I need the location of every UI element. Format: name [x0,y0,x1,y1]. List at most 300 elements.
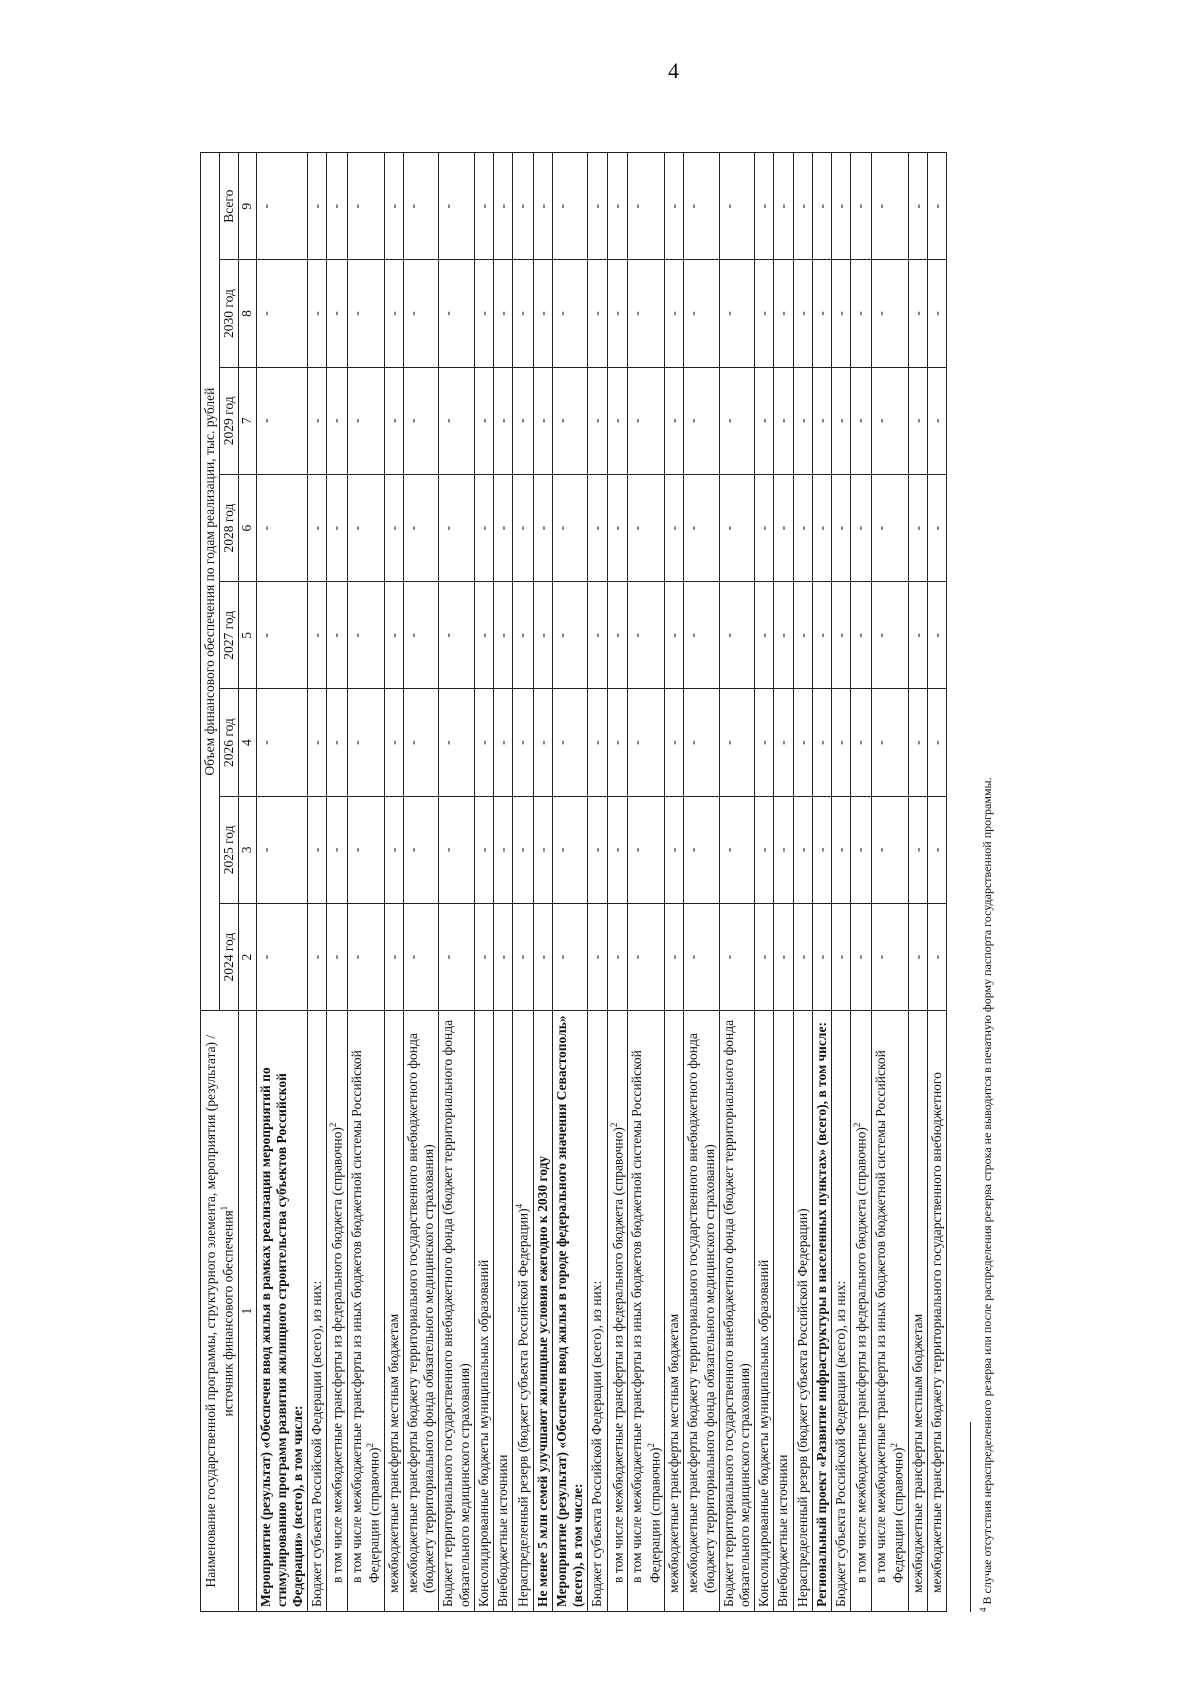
row-label [308,1011,327,1612]
row-label-text: межбюджетные трансферты местным бюджетам [909,1313,925,1593]
footnote: $^4$ В случае отсутствия нераспределенного резерва или после распределения резерва строка не выводится в печатную форму паспорта государственной программы. [978,777,994,1612]
table-row [793,153,812,1612]
value-cell: - [256,153,308,260]
value-cell: - [684,260,719,367]
row-label-text: в том числе межбюджетные трансферты из иных бюджетов бюджетной системы Российской Федерации (справочно) [629,1050,662,1583]
table-row [553,153,588,1612]
table-row [494,153,513,1612]
value-cell: - [851,260,872,367]
value-cell: - [684,153,719,260]
value-cell: - [327,260,348,367]
value-cell: - [513,582,534,689]
year-header: 2024 год [220,903,239,1010]
value-cell: - [256,474,308,581]
value-cell: - [793,474,812,581]
value-cell: - [908,474,927,581]
value-cell: - [384,796,403,903]
footnote-divider [970,1422,971,1612]
value-cell: - [588,582,607,689]
value-cell: - [348,153,385,260]
value-cell: - [327,689,348,796]
row-label [533,1011,552,1612]
name-column-header: Наименование государственной программы, структурного элемента, мероприятия (результата) / источник финансового обеспечения$^1$ [201,1011,239,1612]
value-cell: - [755,260,774,367]
value-cell: - [513,474,534,581]
value-cell: - [851,796,872,903]
value-cell: - [474,689,493,796]
value-cell: - [439,153,474,260]
row-label-text: Мероприятие (результат) «Обеспечен ввод жилья в городе федерального значения Севастополь» (всего), в том числе: [554,1015,586,1607]
value-cell: - [553,153,588,260]
value-cell: - [607,903,628,1010]
value-cell: - [513,689,534,796]
value-cell: - [308,903,327,1010]
row-label-text: Не менее 5 млн семей улучшают жилищные условия ежегодно к 2030 году [534,1155,550,1607]
column-number: 3 [239,796,256,903]
value-cell: - [513,367,534,474]
value-cell: - [348,796,385,903]
value-cell: - [927,796,946,903]
value-cell: - [327,582,348,689]
value-cell: - [474,260,493,367]
value-cell: - [871,474,908,581]
value-cell: - [607,260,628,367]
value-cell: - [927,153,946,260]
value-cell: - [684,689,719,796]
value-cell: - [404,689,439,796]
value-cell: - [774,260,793,367]
value-cell: - [439,689,474,796]
value-cell: - [908,582,927,689]
value-cell: - [533,689,552,796]
value-cell: - [607,582,628,689]
value-cell: - [553,474,588,581]
value-cell: - [494,260,513,367]
value-cell: - [793,582,812,689]
table-row [684,153,719,1612]
value-cell: - [851,689,872,796]
row-label-text: Бюджет субъекта Российской Федерации (всего), из них: [832,1280,848,1607]
value-cell: - [588,796,607,903]
value-cell: - [404,260,439,367]
value-cell: - [439,367,474,474]
value-cell: - [871,582,908,689]
value-cell: - [665,796,684,903]
footnote-ref: 2 [645,1442,656,1448]
value-cell: - [755,474,774,581]
value-cell: - [533,474,552,581]
value-cell: - [851,582,872,689]
value-cell: - [404,474,439,581]
value-cell: - [719,153,754,260]
year-header: 2028 год [220,474,239,581]
value-cell: - [553,689,588,796]
value-cell: - [474,474,493,581]
value-cell: - [812,153,831,260]
value-cell: - [831,260,850,367]
value-cell: - [327,153,348,260]
row-label [384,1011,403,1612]
value-cell: - [404,582,439,689]
value-cell: - [348,903,385,1010]
table-row [628,153,665,1612]
value-cell: - [384,903,403,1010]
column-number: 1 [239,1011,256,1612]
value-cell: - [474,153,493,260]
row-label-text: Бюджет территориального государственного внебюджетного фонда (бюджет территориального фонда обязательного медицинского страхования) [720,1019,752,1607]
value-cell: - [384,367,403,474]
value-cell: - [719,582,754,689]
column-number: 7 [239,367,256,474]
row-label [684,1011,719,1612]
value-cell: - [665,474,684,581]
table-row [607,153,628,1612]
column-number: 4 [239,689,256,796]
value-cell: - [348,367,385,474]
row-label [607,1011,628,1612]
footnote-ref: 4 [514,1203,525,1209]
value-cell: - [812,474,831,581]
value-cell: - [308,474,327,581]
value-cell: - [871,260,908,367]
value-cell: - [851,903,872,1010]
row-label-text: Бюджет субъекта Российской Федерации (всего), из них: [589,1280,605,1607]
value-cell: - [851,153,872,260]
value-cell: - [719,903,754,1010]
row-label [719,1011,754,1612]
value-cell: - [665,903,684,1010]
value-cell: - [774,474,793,581]
table-row [256,153,308,1612]
value-cell: - [628,796,665,903]
value-cell: - [927,367,946,474]
value-cell: - [404,367,439,474]
value-cell: - [684,474,719,581]
value-cell: - [831,153,850,260]
value-cell: - [871,689,908,796]
value-cell: - [588,903,607,1010]
value-cell: - [684,903,719,1010]
value-cell: - [494,367,513,474]
value-cell: - [439,260,474,367]
value-cell: - [665,260,684,367]
value-cell: - [494,903,513,1010]
value-cell: - [553,367,588,474]
value-cell: - [871,367,908,474]
value-cell: - [588,153,607,260]
row-label-text: Нераспределенный резерв (бюджет субъекта Российской Федерации) [515,1208,531,1607]
table-row [439,153,474,1612]
value-cell: - [533,260,552,367]
row-label-text: в том числе межбюджетные трансферты из федерального бюджета (справочно) [329,1127,345,1583]
value-cell: - [871,796,908,903]
value-cell: - [871,153,908,260]
value-cell: - [588,260,607,367]
value-cell: - [513,903,534,1010]
table-row [533,153,552,1612]
value-cell: - [404,903,439,1010]
value-cell: - [908,367,927,474]
row-label-text: Мероприятие (результат) «Обеспечен ввод жилья в рамках реализации мероприятий по стимулированию программ развития жилищного строительства субъектов Российской Федерации» (всего), в том числе: [257,1067,305,1607]
value-cell: - [927,582,946,689]
value-cell: - [927,689,946,796]
value-cell: - [384,260,403,367]
row-label [628,1011,665,1612]
row-label [474,1011,493,1612]
table-header [201,153,257,1612]
row-label [404,1011,439,1612]
value-cell: - [384,689,403,796]
table-row [665,153,684,1612]
row-label [908,1011,927,1612]
column-number: 5 [239,582,256,689]
table-row [812,153,831,1612]
row-label [831,1011,850,1612]
column-number: 6 [239,474,256,581]
table-row [384,153,403,1612]
value-cell: - [628,474,665,581]
value-cell: - [684,367,719,474]
value-cell: - [812,582,831,689]
row-label-text: Внебюджетные источники [775,1454,791,1607]
year-header: 2026 год [220,689,239,796]
value-cell: - [774,903,793,1010]
row-label-text: Региональный проект «Развитие инфраструктуры в населенных пунктах» (всего), в том числе: [813,1022,829,1607]
table-row [774,153,793,1612]
row-label-text: межбюджетные трансферты бюджету территориального государственного внебюджетного фонда (бюджету территориального фонда обязательного медицинского страхования) [685,1033,717,1593]
value-cell: - [348,689,385,796]
value-cell: - [256,689,308,796]
row-label-text: Консолидированные бюджеты муниципальных образований [475,1259,491,1607]
value-cell: - [628,903,665,1010]
value-cell: - [308,796,327,903]
row-label [553,1011,588,1612]
value-cell: - [684,582,719,689]
value-cell: - [665,153,684,260]
value-cell: - [628,367,665,474]
footnote-ref: 2 [852,1122,863,1128]
row-label [665,1011,684,1612]
value-cell: - [628,260,665,367]
value-cell: - [908,903,927,1010]
row-label-text: Нераспределенный резерв (бюджет субъекта Российской Федерации) [794,1208,810,1607]
row-label-text: Консолидированные бюджеты муниципальных образований [756,1259,772,1607]
row-label [588,1011,607,1612]
table-row [831,153,850,1612]
table-row [404,153,439,1612]
column-number: 9 [239,153,256,260]
value-cell: - [533,903,552,1010]
value-cell: - [684,796,719,903]
value-cell: - [908,796,927,903]
value-cell: - [755,689,774,796]
row-label [256,1011,308,1612]
value-cell: - [719,796,754,903]
value-cell: - [628,582,665,689]
table-row [755,153,774,1612]
value-cell: - [474,582,493,689]
value-cell: - [927,474,946,581]
footnote-ref: 2 [328,1122,339,1128]
table-row [927,153,946,1612]
table-row [719,153,754,1612]
table-row [327,153,348,1612]
rotated-page-content [200,152,1020,1612]
value-cell: - [513,153,534,260]
value-cell: - [256,367,308,474]
value-cell: - [831,689,850,796]
value-cell: - [308,367,327,474]
year-header: 2027 год [220,582,239,689]
year-header: 2030 год [220,260,239,367]
value-cell: - [871,903,908,1010]
value-cell: - [719,260,754,367]
row-label-text: межбюджетные трансферты местным бюджетам [666,1313,682,1593]
value-cell: - [553,796,588,903]
value-cell: - [494,796,513,903]
value-cell: - [628,153,665,260]
value-cell: - [755,796,774,903]
value-cell: - [348,260,385,367]
value-cell: - [831,474,850,581]
funding-column-header: Объем финансового обеспечения по годам реализации, тыс. рублей [201,153,220,1011]
value-cell: - [831,367,850,474]
value-cell: - [927,260,946,367]
value-cell: - [755,582,774,689]
value-cell: - [908,689,927,796]
value-cell: - [665,689,684,796]
column-number: 2 [239,903,256,1010]
value-cell: - [439,582,474,689]
table-row [908,153,927,1612]
value-cell: - [513,796,534,903]
value-cell: - [533,367,552,474]
value-cell: - [607,474,628,581]
value-cell: - [256,796,308,903]
table-body [256,153,946,1612]
value-cell: - [793,796,812,903]
value-cell: - [908,260,927,367]
value-cell: - [774,582,793,689]
row-label-text: в том числе межбюджетные трансферты из иных бюджетов бюджетной системы Российской Федерации (справочно) [872,1050,906,1583]
value-cell: - [719,474,754,581]
column-number: 8 [239,260,256,367]
value-cell: - [404,796,439,903]
value-cell: - [812,796,831,903]
row-label-text: в том числе межбюджетные трансферты из иных бюджетов бюджетной системы Российской Федерации (справочно) [349,1050,382,1583]
row-label [774,1011,793,1612]
table-row [588,153,607,1612]
value-cell: - [607,689,628,796]
table-row [348,153,385,1612]
value-cell: - [812,367,831,474]
row-label [327,1011,348,1612]
row-label-text: в том числе межбюджетные трансферты из федерального бюджета (справочно) [853,1127,869,1583]
row-label-text: Бюджет субъекта Российской Федерации (всего), из них: [309,1280,325,1607]
value-cell: - [348,474,385,581]
funding-table [200,152,947,1612]
row-label [812,1011,831,1612]
table-row [871,153,908,1612]
value-cell: - [793,903,812,1010]
footnote-ref: 2 [365,1442,376,1448]
value-cell: - [474,903,493,1010]
value-cell: - [607,367,628,474]
row-label [755,1011,774,1612]
value-cell: - [327,367,348,474]
value-cell: - [439,474,474,581]
value-cell: - [494,474,513,581]
value-cell: - [308,153,327,260]
row-label-text: Бюджет территориального государственного внебюджетного фонда (бюджет территориального фонда обязательного медицинского страхования) [440,1019,472,1607]
value-cell: - [793,260,812,367]
year-header: 2029 год [220,367,239,474]
value-cell: - [494,689,513,796]
row-label [348,1011,385,1612]
column-numbers-row [239,153,256,1612]
value-cell: - [256,582,308,689]
value-cell: - [348,582,385,689]
value-cell: - [719,367,754,474]
row-label-text: Внебюджетные источники [495,1454,510,1607]
row-label-text: межбюджетные трансферты бюджету территориального государственного внебюджетного [928,1072,944,1593]
value-cell: - [588,689,607,796]
value-cell: - [628,689,665,796]
value-cell: - [474,796,493,903]
value-cell: - [588,367,607,474]
row-label [494,1011,513,1612]
row-label [793,1011,812,1612]
value-cell: - [384,474,403,581]
value-cell: - [793,153,812,260]
value-cell: - [256,903,308,1010]
value-cell: - [474,367,493,474]
value-cell: - [774,153,793,260]
value-cell: - [607,153,628,260]
value-cell: - [755,903,774,1010]
value-cell: - [665,367,684,474]
value-cell: - [812,689,831,796]
row-label [851,1011,872,1612]
value-cell: - [553,582,588,689]
value-cell: - [553,903,588,1010]
row-label [871,1011,908,1612]
table-row [851,153,872,1612]
value-cell: - [831,903,850,1010]
value-cell: - [755,153,774,260]
value-cell: - [812,260,831,367]
value-cell: - [494,153,513,260]
value-cell: - [851,367,872,474]
value-cell: - [588,474,607,581]
value-cell: - [384,153,403,260]
value-cell: - [831,582,850,689]
value-cell: - [327,903,348,1010]
value-cell: - [665,582,684,689]
table-row [513,153,534,1612]
value-cell: - [439,796,474,903]
table-row [308,153,327,1612]
value-cell: - [533,582,552,689]
value-cell: - [404,153,439,260]
value-cell: - [513,260,534,367]
value-cell: - [308,689,327,796]
value-cell: - [812,903,831,1010]
year-header: Всего [220,153,239,260]
value-cell: - [256,260,308,367]
footnote-ref: 2 [608,1122,619,1128]
table-row [474,153,493,1612]
